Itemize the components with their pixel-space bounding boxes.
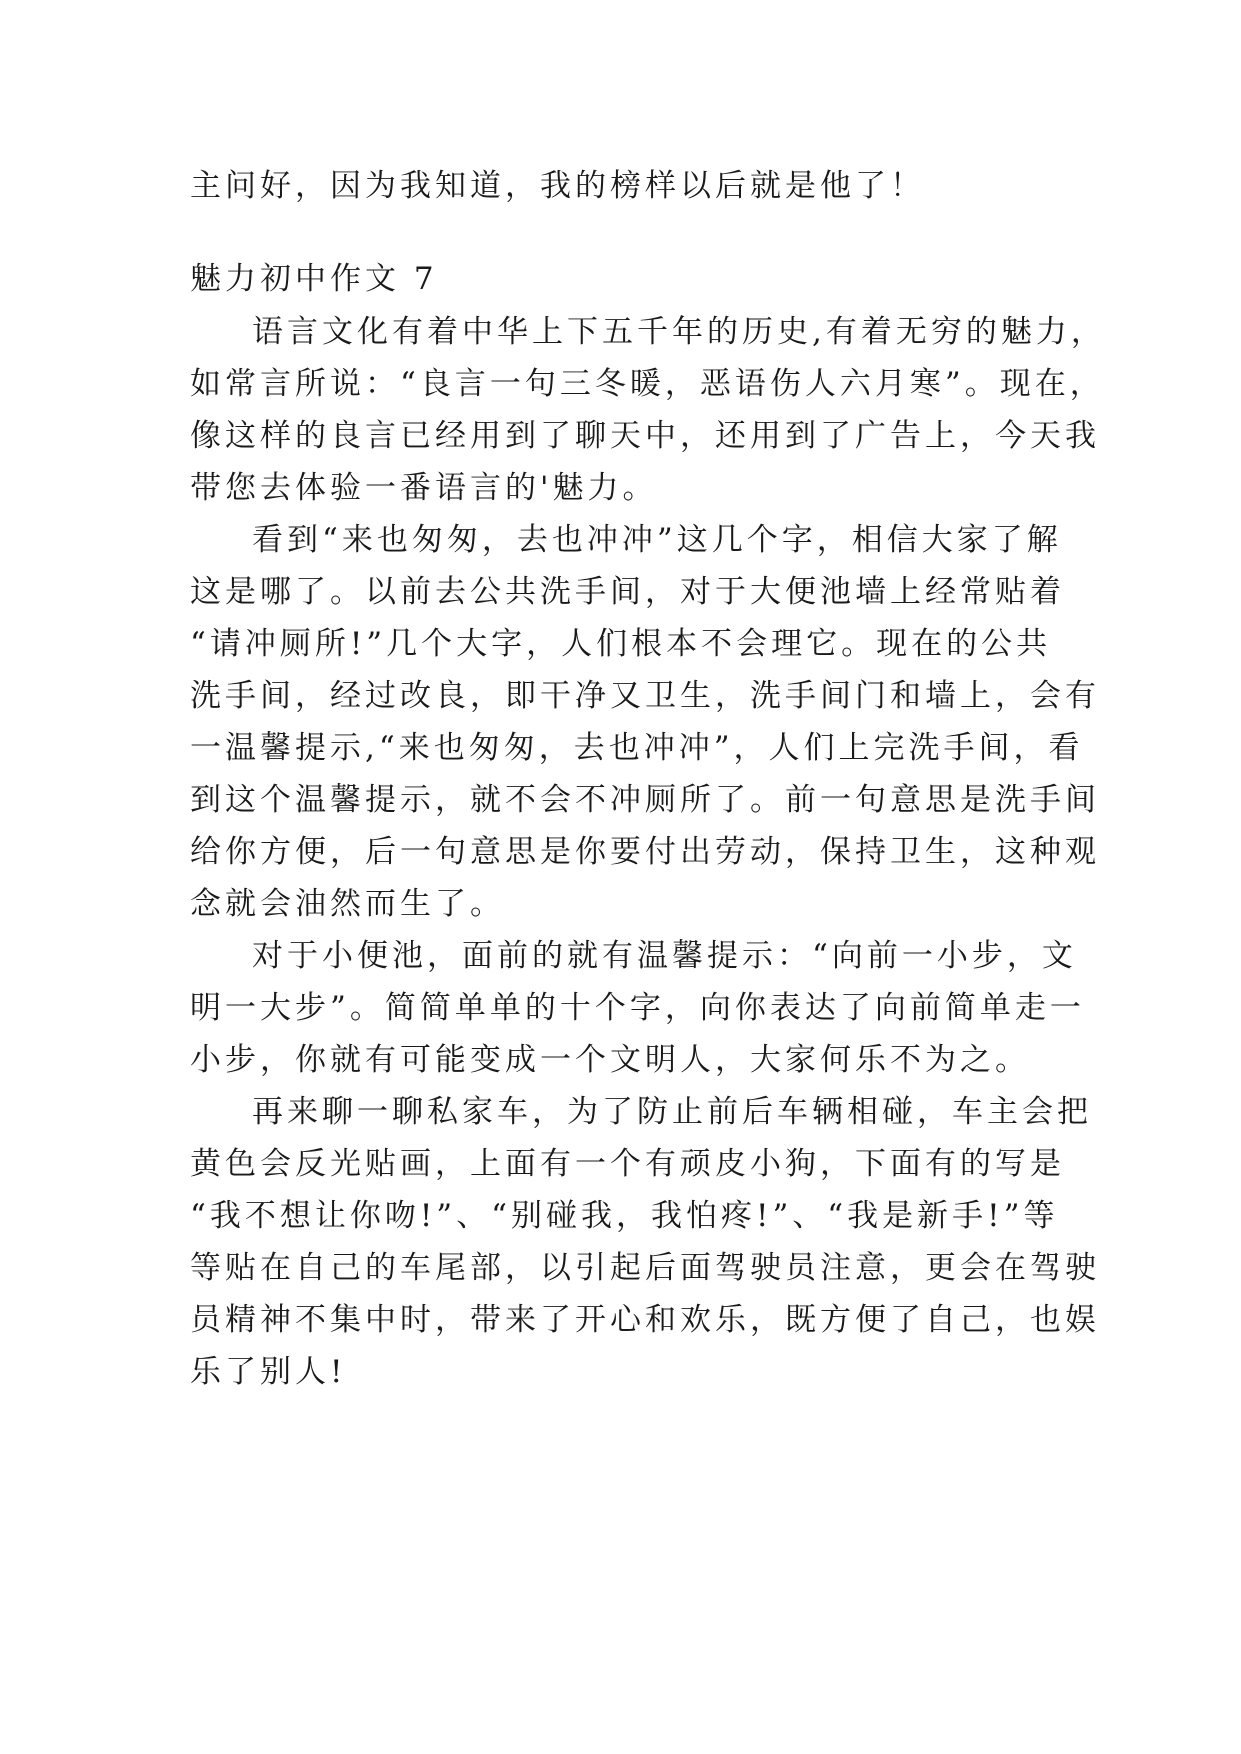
paragraph-line: 如常言所说：“良言一句三冬暖，恶语伤人六月寒”。现在， <box>190 366 1105 402</box>
paragraph-line: 看到“来也匆匆，去也冲冲”这几个字，相信大家了解 <box>252 522 1062 558</box>
paragraph-line: 这是哪了。以前去公共洗手间，对于大便池墙上经常贴着 <box>190 574 1065 610</box>
paragraph-line: 念就会油然而生了。 <box>190 886 505 922</box>
paragraph-line: 带您去体验一番语言的'魅力。 <box>190 470 658 506</box>
paragraph-line: 黄色会反光贴画，上面有一个有顽皮小狗，下面有的写是 <box>190 1146 1065 1182</box>
paragraph-line: 再来聊一聊私家车，为了防止前后车辆相碰，车主会把 <box>252 1094 1092 1130</box>
paragraph-line: 乐了别人! <box>190 1354 347 1390</box>
essay-title: 魅力初中作文 7 <box>190 261 438 297</box>
paragraph-line: 小步，你就有可能变成一个文明人，大家何乐不为之。 <box>190 1042 1030 1078</box>
paragraph-line: “我不想让你吻!”、“别碰我，我怕疼!”、“我是新手!”等 <box>190 1198 1059 1234</box>
paragraph-line: 等贴在自己的车尾部，以引起后面驾驶员注意，更会在驾驶 <box>190 1250 1100 1286</box>
paragraph-line: 员精神不集中时，带来了开心和欢乐，既方便了自己，也娱 <box>190 1302 1100 1338</box>
paragraph-line: 语言文化有着中华上下五千年的历史,有着无穷的魅力， <box>252 314 1106 350</box>
paragraph-line: 洗手间，经过改良，即干净又卫生，洗手间门和墙上，会有 <box>190 678 1100 714</box>
closing-line: 主问好，因为我知道，我的榜样以后就是他了！ <box>190 168 925 204</box>
paragraph-line: 到这个温馨提示，就不会不冲厕所了。前一句意思是洗手间 <box>190 782 1100 818</box>
paragraph-line: 明一大步”。简简单单的十个字，向你表达了向前简单走一 <box>190 990 1085 1026</box>
paragraph-line: 对于小便池，面前的就有温馨提示：“向前一小步，文 <box>252 938 1077 974</box>
paragraph-line: 一温馨提示,“来也匆匆，去也冲冲”，人们上完洗手间，看 <box>190 730 1084 766</box>
paragraph-line: 像这样的良言已经用到了聊天中，还用到了广告上，今天我 <box>190 418 1100 454</box>
paragraph-line: “请冲厕所!”几个大字，人们根本不会理它。现在的公共 <box>190 626 1052 662</box>
paragraph-line: 给你方便，后一句意思是你要付出劳动，保持卫生，这种观 <box>190 834 1100 870</box>
